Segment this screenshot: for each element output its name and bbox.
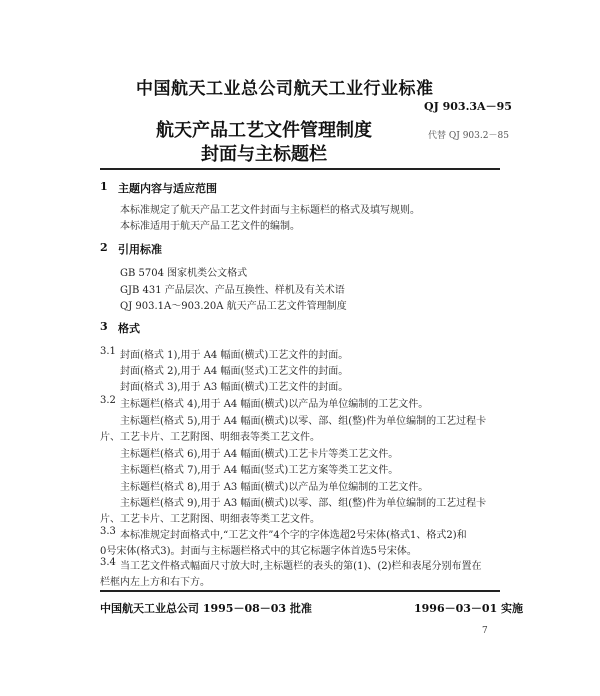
document-title-line2: 封面与主标题栏 [201,144,327,165]
clause-3-2-line: 主标题栏(格式 5),用于 A4 幅面(横式)以零、部、组(整)件为单位编制的工艺过程卡 [120,416,487,427]
effective-date: 1996－03－01 实施 [414,602,524,615]
reference-standard: GB 5704 图家机类公文格式 [120,268,248,279]
section-1-number: 1 [100,180,108,193]
approval-issuer: 中国航天工业总公司 1995－08－03 批准 [100,602,312,615]
org-title: 中国航天工业总公司航天工业行业标准 [136,79,434,99]
clause-3-2-number: 3.2 [100,395,116,406]
reference-standard: QJ 903.1A～903.20A 航天产品工艺文件管理制度 [120,301,347,312]
clause-3-2-line: 主标题栏(格式 8),用于 A3 幅面(横式)以产品为单位编制的工艺文件。 [120,482,429,493]
section-2-title: 引用标准 [118,243,162,256]
clause-3-4-line: 栏框内左上方和右下方。 [100,577,210,588]
clause-3-1-number: 3.1 [100,346,116,357]
section-1-title: 主题内容与适应范围 [118,182,217,195]
clause-3-2-line: 片、工艺卡片、工艺附图、明细表等类工艺文件。 [100,432,320,443]
clause-3-1-line: 封面(格式 3),用于 A3 幅面(横式)工艺文件的封面。 [120,382,349,393]
reference-standard: GJB 431 产品层次、产品互换性、样机及有关术语 [120,285,345,296]
clause-3-2-line: 主标题栏(格式 6),用于 A4 幅面(横式)工艺卡片等类工艺文件。 [120,449,399,460]
section-3-number: 3 [100,320,108,333]
clause-3-2-line: 主标题栏(格式 9),用于 A3 幅面(横式)以零、部、组(整)件为单位编制的工艺过程卡 [120,498,487,509]
section-3-heading [100,320,400,334]
clause-3-4-number: 3.4 [100,557,116,568]
replaces-standard: 代替 QJ 903.2－85 [428,131,509,141]
section-2-number: 2 [100,241,108,254]
clause-3-2-line: 片、工艺卡片、工艺附图、明细表等类工艺文件。 [100,514,320,525]
document-title-line1: 航天产品工艺文件管理制度 [156,120,372,141]
clause-3-3-line: 0号宋体(格式3)。封面与主标题栏格式中的其它标题字体首选5号宋体。 [100,546,417,557]
clause-3-3-line: 本标准规定封面格式中,“工艺文件”4个字的字体选超2号宋体(格式1、格式2)和 [120,530,467,541]
header-divider [100,168,500,170]
footer-divider [100,590,500,592]
section-1-heading [100,180,400,194]
page-number: 7 [482,626,488,636]
section-3-title: 格式 [118,322,140,335]
clause-3-1-line: 封面(格式 2),用于 A4 幅面(竖式)工艺文件的封面。 [120,366,349,377]
standard-number: QJ 903.3A－95 [424,100,512,113]
section-1-line: 本标准适用于航天产品工艺文件的编制。 [120,221,300,232]
clause-3-1-line: 封面(格式 1),用于 A4 幅面(横式)工艺文件的封面。 [120,350,349,361]
clause-3-2-line: 主标题栏(格式 4),用于 A4 幅面(横式)以产品为单位编制的工艺文件。 [120,399,429,410]
section-1-line: 本标准规定了航天产品工艺文件封面与主标题栏的格式及填写规则。 [120,205,420,216]
section-2-heading [100,241,400,255]
clause-3-4-line: 当工艺文件格式幅面尺寸放大时,主标题栏的表头的第(1)、(2)栏和表尾分别布置在 [120,561,482,572]
clause-3-3-number: 3.3 [100,526,116,537]
clause-3-2-line: 主标题栏(格式 7),用于 A4 幅面(竖式)工艺方案等类工艺文件。 [120,465,399,476]
